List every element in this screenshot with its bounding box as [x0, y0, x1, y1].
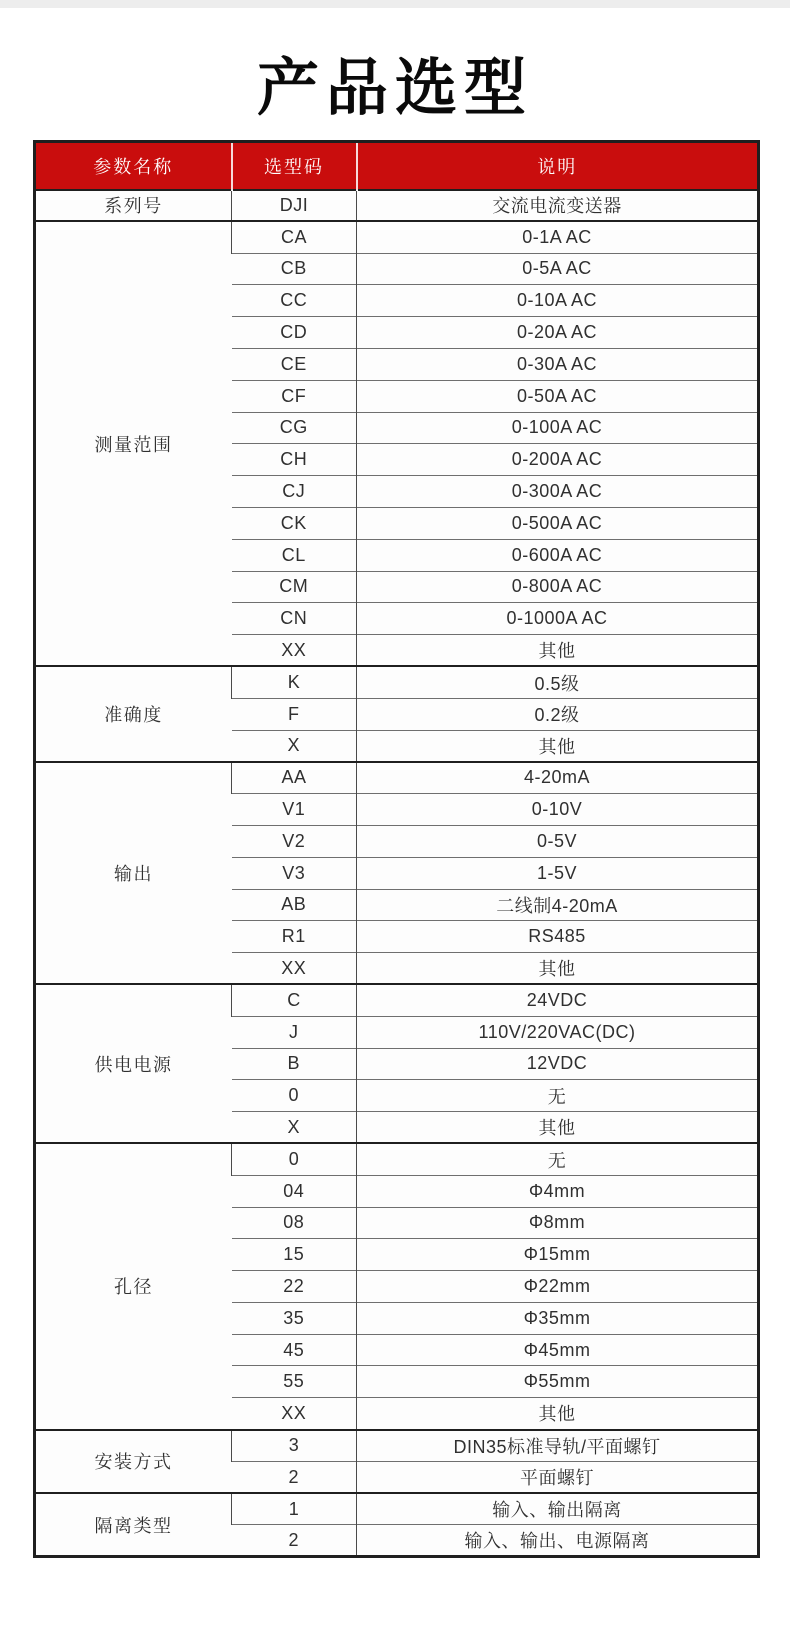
selection-code-cell: 45 [232, 1334, 357, 1366]
param-name-cell: 供电电源 [35, 984, 232, 1143]
selection-code-cell: CD [232, 317, 357, 349]
description-cell: 其他 [357, 635, 759, 667]
table-row [35, 1493, 759, 1525]
description-cell: Φ35mm [357, 1302, 759, 1334]
description-cell: Φ15mm [357, 1239, 759, 1271]
description-cell: 0-300A AC [357, 476, 759, 508]
description-cell: 输入、输出隔离 [357, 1493, 759, 1525]
selection-code-cell: CF [232, 380, 357, 412]
selection-code-cell: C [232, 984, 357, 1016]
description-cell: Φ45mm [357, 1334, 759, 1366]
selection-code-cell: R1 [232, 921, 357, 953]
description-cell: 输入、输出、电源隔离 [357, 1525, 759, 1557]
selection-code-cell: AB [232, 889, 357, 921]
table-row [35, 190, 759, 222]
selection-code-cell: 0 [232, 1080, 357, 1112]
selection-code-cell: 08 [232, 1207, 357, 1239]
description-cell: 其他 [357, 1112, 759, 1144]
description-cell: RS485 [357, 921, 759, 953]
selection-code-cell: J [232, 1016, 357, 1048]
description-cell: 0-10A AC [357, 285, 759, 317]
selection-code-cell: V3 [232, 857, 357, 889]
selection-code-cell: CJ [232, 476, 357, 508]
selection-code-cell: DJI [232, 190, 357, 222]
selection-code-cell: F [232, 698, 357, 730]
selection-code-cell: 55 [232, 1366, 357, 1398]
description-cell: 0-100A AC [357, 412, 759, 444]
selection-code-cell: 15 [232, 1239, 357, 1271]
selection-code-cell: 2 [232, 1461, 357, 1493]
table-row [35, 1430, 759, 1462]
selection-code-cell: X [232, 1112, 357, 1144]
description-cell: 0-20A AC [357, 317, 759, 349]
param-name-cell: 隔离类型 [35, 1493, 232, 1557]
selection-code-cell: 3 [232, 1430, 357, 1462]
description-cell: 其他 [357, 953, 759, 985]
description-cell: 0-1000A AC [357, 603, 759, 635]
description-cell: 二线制4-20mA [357, 889, 759, 921]
description-cell: 平面螺钉 [357, 1461, 759, 1493]
header-cell-param-name: 参数名称 [93, 156, 174, 177]
description-cell: 110V/220VAC(DC) [357, 1016, 759, 1048]
description-cell: DIN35标准导轨/平面螺钉 [357, 1430, 759, 1462]
selection-code-cell: 1 [232, 1493, 357, 1525]
selection-code-cell: CN [232, 603, 357, 635]
description-cell: 0-800A AC [357, 571, 759, 603]
param-name-cell: 准确度 [35, 666, 232, 761]
description-cell: 0-600A AC [357, 539, 759, 571]
description-cell: 4-20mA [357, 762, 759, 794]
selection-code-cell: CL [232, 539, 357, 571]
top-edge-strip [0, 0, 790, 8]
description-cell: 0-30A AC [357, 348, 759, 380]
selection-code-cell: CE [232, 348, 357, 380]
table-body [35, 190, 759, 1557]
selection-code-cell: K [232, 666, 357, 698]
description-cell: 0-1A AC [357, 221, 759, 253]
product-selection-table [33, 140, 760, 1558]
table-row [35, 221, 759, 253]
description-cell: Φ4mm [357, 1175, 759, 1207]
selection-code-cell: 35 [232, 1302, 357, 1334]
description-cell: 24VDC [357, 984, 759, 1016]
selection-code-cell: CK [232, 507, 357, 539]
header-cell-description: 说明 [357, 142, 759, 190]
selection-code-cell: XX [232, 953, 357, 985]
table-row [35, 762, 759, 794]
selection-code-cell: V2 [232, 825, 357, 857]
selection-code-cell: V1 [232, 794, 357, 826]
param-name-cell: 输出 [35, 762, 232, 985]
description-cell: 其他 [357, 730, 759, 762]
description-cell: 1-5V [357, 857, 759, 889]
description-cell: 0-5A AC [357, 253, 759, 285]
table-row [35, 666, 759, 698]
description-cell: 交流电流变送器 [357, 190, 759, 222]
description-cell: 0.2级 [357, 698, 759, 730]
description-cell: 0-200A AC [357, 444, 759, 476]
selection-code-cell: CG [232, 412, 357, 444]
selection-code-cell: CM [232, 571, 357, 603]
selection-code-cell: XX [232, 1398, 357, 1430]
param-name-cell: 孔径 [35, 1143, 232, 1429]
selection-code-cell: 2 [232, 1525, 357, 1557]
selection-code-cell: CC [232, 285, 357, 317]
description-cell: Φ55mm [357, 1366, 759, 1398]
selection-code-cell: X [232, 730, 357, 762]
description-cell: Φ22mm [357, 1271, 759, 1303]
param-name-cell: 系列号 [35, 190, 232, 222]
description-cell: 无 [357, 1080, 759, 1112]
selection-code-cell: CA [232, 221, 357, 253]
param-name-cell: 安装方式 [35, 1430, 232, 1494]
description-cell: 0-10V [357, 794, 759, 826]
selection-code-cell: AA [232, 762, 357, 794]
selection-code-cell: 04 [232, 1175, 357, 1207]
description-cell: 0-500A AC [357, 507, 759, 539]
description-cell: 无 [357, 1143, 759, 1175]
description-cell: 0-5V [357, 825, 759, 857]
selection-code-cell: CB [232, 253, 357, 285]
page-title: 产品选型 [256, 54, 533, 123]
selection-code-cell: 22 [232, 1271, 357, 1303]
param-name-cell: 测量范围 [35, 221, 232, 666]
selection-code-cell: XX [232, 635, 357, 667]
selection-code-cell: B [232, 1048, 357, 1080]
header-row [35, 142, 759, 190]
selection-code-cell: CH [232, 444, 357, 476]
description-cell: 0-50A AC [357, 380, 759, 412]
selection-code-cell: 0 [232, 1143, 357, 1175]
header-cell-selection-code: 选型码 [232, 142, 357, 190]
description-cell: 其他 [357, 1398, 759, 1430]
description-cell: 12VDC [357, 1048, 759, 1080]
description-cell: 0.5级 [357, 666, 759, 698]
table-row [35, 1143, 759, 1175]
table-row [35, 984, 759, 1016]
table-header [35, 142, 759, 190]
description-cell: Φ8mm [357, 1207, 759, 1239]
